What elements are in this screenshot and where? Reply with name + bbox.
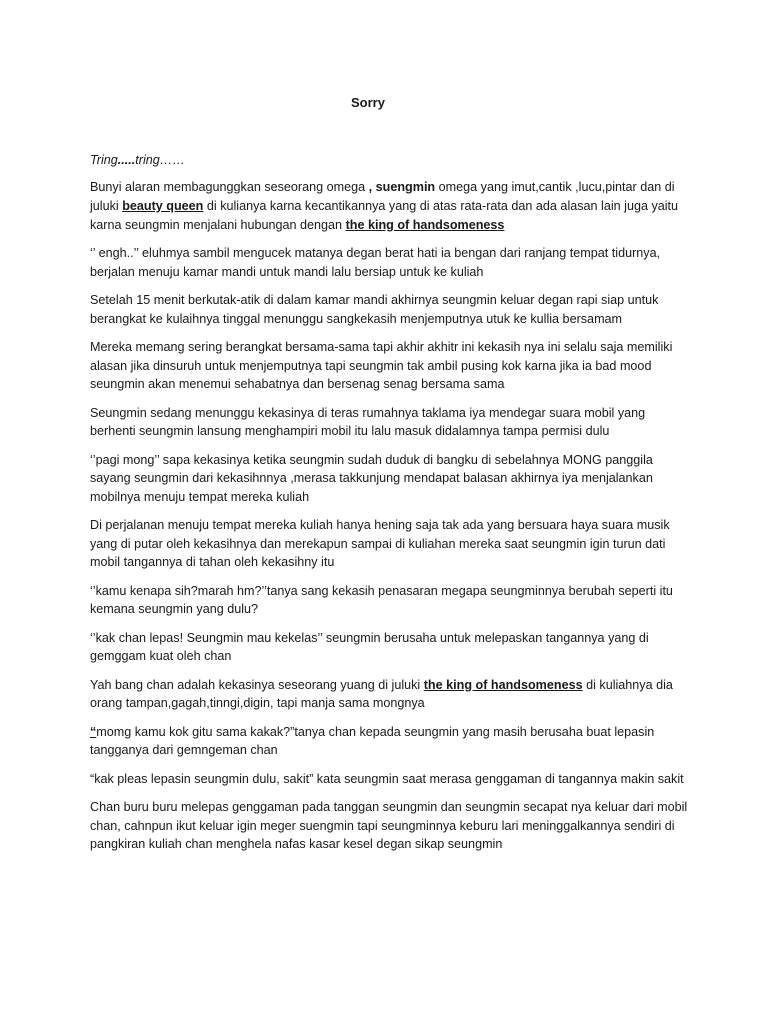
paragraph-14: Chan buru buru melepas genggaman pada tanggan seungmin dan seungmin secapat nya keluar dari mobil chan, cahnpun ikut keluar igin meger suengmin tapi seungminnya keburu lari meninggalkannya sendiri di pangkiran kuliah chan menghela nafas kasar kesel degan sikap seungmin — [90, 799, 688, 852]
paragraph-12-text-b: momg kamu kok gitu sama kakak?”tanya chan kepada seungmin yang masih berusaha buat lepasin tangganya dari gemngeman chan — [90, 724, 655, 758]
paragraph-13: “kak pleas lepasin seungmin dulu, sakit” kata seungmin saat merasa genggaman di tangannya makin sakit — [90, 771, 684, 786]
paragraph-11-text-c: di kuliahnya dia orang tampan,gagah,tinngi,digin, tapi manja sama mongnya — [90, 677, 673, 711]
story-body — [90, 151, 690, 864]
paragraph-2-text-a: Bunyi alaran membagunggkan seseorang omega — [90, 180, 369, 195]
paragraph-5: Mereka memang sering berangkat bersama-sama tapi akhir akhitr ini kekasih nya ini selalu saja memiliki alasan jika dinsuruh untuk menjemputnya tapi seungmin tak ambil pusing kok karna jika ia bad mood seungmin akan menemui sehabatnya dan bersenag senag bersama sama — [90, 339, 673, 392]
paragraph-3: ‘’ engh..’’ eluhmya sambil mengucek matanya degan berat hati ia bengan dari ranjang tempat tidurnya, berjalan menuju kamar mandi untuk mandi lalu bersiap untuk ke kuliah — [90, 245, 661, 279]
paragraph-12 — [90, 723, 690, 760]
paragraph-6: Seungmin sedang menunggu kekasinya di teras rumahnya taklama iya mendegar suara mobil yang berhenti seungmin lansung menghampiri mobil itu lalu masuk didalamnya tampa permisi dulu — [90, 405, 646, 439]
paragraph-11-king-of-handsomeness: the king of handsomeness — [423, 677, 583, 692]
paragraph-2-beauty-queen: beauty queen — [122, 198, 204, 213]
paragraph-4: Setelah 15 menit berkutak-atik di dalam kamar mandi akhirnya seungmin keluar degan rapi siap untuk berangkat ke kulaihnya tinggal menunggu sangkekasih menjemputnya utuk ke kullia bersamam — [90, 292, 659, 326]
paragraph-7: ‘’pagi mong’’ sapa kekasinya ketika seungmin sudah duduk di bangku di sebelahnya MONG panggila sayang seungmin dari kekasihnnya ,merasa takkunjung mendapat balasan akhirnya iya menjalankan mobilnya menuju tempat mereka kuliah — [90, 452, 653, 504]
paragraph-8: Di perjalanan menuju tempat mereka kuliah hanya hening saja tak ada yang bersuara haya suara musik yang di putar oleh kekasihnya dan merekapun sampai di kuliahan mereka saat seungmin igin turun dati mobil tangannya di tahan oleh kekasihny itu — [90, 518, 670, 570]
paragraph-1-text-c: tring…… — [135, 153, 185, 167]
paragraph-1 — [90, 151, 690, 170]
paragraph-11 — [90, 676, 690, 713]
paragraph-2-text-e: di kulianya karna kecantikannya yang di atas rata-rata dan ada alasan lain juga yaitu karna seungmin menjalani hubungan dengan — [90, 198, 679, 232]
paragraph-1-text-a: Tring — [90, 153, 118, 167]
document-title: Sorry — [351, 95, 385, 110]
paragraph-10: ‘’kak chan lepas! Seungmin mau kekelas’’ seungmin berusaha untuk melepaskan tangannya yang di gemggam kuat oleh chan — [90, 630, 649, 664]
paragraph-1-text-b: ..... — [117, 153, 136, 167]
paragraph-2 — [90, 178, 690, 234]
paragraph-11-text-a: Yah bang chan adalah kekasinya seseorang yuang di juluki — [90, 677, 424, 692]
paragraph-2-name-suengmin: , suengmin — [368, 180, 436, 195]
paragraph-2-text-c: omega yang imut,cantik ,lucu,pintar dan di juluki — [90, 180, 675, 213]
paragraph-2-king-of-handsomeness: the king of handsomeness — [345, 217, 505, 232]
paragraph-9: ‘’kamu kenapa sih?marah hm?’’tanya sang kekasih penasaran megapa seungminnya berubah seperti itu kemana seungmin yang dulu? — [90, 583, 673, 617]
paragraph-12-open-quote: “ — [90, 724, 97, 739]
